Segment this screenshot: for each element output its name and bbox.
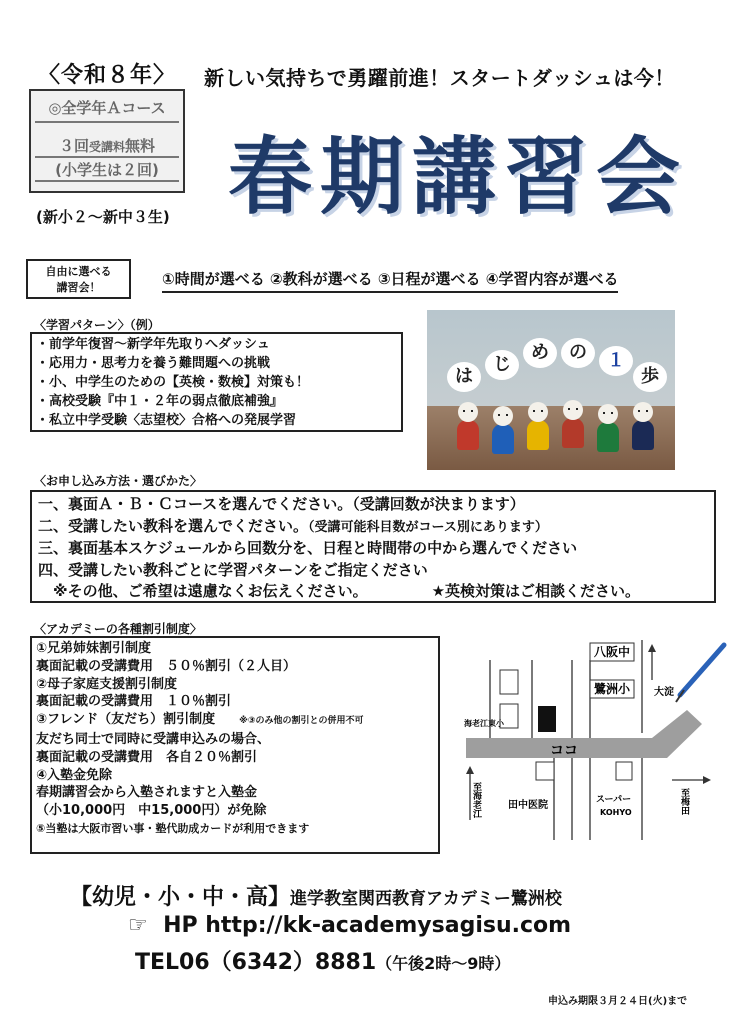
school-line: 【幼児・小・中・高】進学教室関西教育アカデミー鷺洲校 bbox=[70, 885, 562, 910]
discount-box: ①兄弟姉妹割引制度 裏面記載の受講費用 ５０％割引（２人目） ②母子家庭支援割引制度 裏面記載の受講費用 １０％割引 ③フレンド（友だち）割引制度 ※③のみ他の割引との併用不可 友だち同士で同時に受講申込みの場合、 裏面記載の受講費用 各自２０％割引 ④入塾金免除 春期講習会から入塾されますと入塾金 （小10,000円 中15,000円）が免除 ⑤当塾は大阪市習い事・塾代助成カードが利用できます bbox=[30, 636, 440, 854]
pattern-box bbox=[30, 332, 403, 432]
page-title: 春期講習会 bbox=[228, 128, 689, 226]
course-box bbox=[29, 89, 185, 193]
doll-figure bbox=[492, 406, 514, 454]
doll-figure bbox=[457, 402, 479, 450]
course-note: (小学生は２回) bbox=[35, 159, 179, 182]
pattern-item: ・私立中学受験〈志望校〉合格への発展学習 bbox=[36, 413, 297, 428]
map-label-daiyodo: 大淀 bbox=[654, 687, 674, 698]
doll-figure bbox=[527, 402, 549, 450]
doll-figure bbox=[597, 404, 619, 452]
pattern-item: ・小、中学生のための【英検・数検】対策も！ bbox=[36, 375, 310, 390]
pattern-item: ・高校受験『中１・２年の弱点徹底補強』 bbox=[36, 394, 284, 409]
speech-bubble: じ bbox=[485, 350, 519, 380]
slogan: 新しい気持ちで勇躍前進！スタートダッシュは今！ bbox=[204, 66, 675, 90]
apply-step-2: 二、受講したい教科を選んでください。（受講可能科目数がコース別にあります） bbox=[38, 516, 548, 535]
target-grades: (新小２～新中３生) bbox=[36, 208, 170, 226]
apply-heading: 〈お申し込み方法・選びかた〉 bbox=[34, 474, 203, 488]
apply-step-3: 三、裏面基本スケジュールから回数分を、日程と時間帯の中から選んでください bbox=[38, 539, 578, 557]
map-label-to-umeda: 至梅田 bbox=[679, 788, 689, 815]
apply-step-4: 四、受講したい教科ごとに学習パターンをご指定ください bbox=[38, 560, 428, 579]
speech-bubble: １ bbox=[599, 346, 633, 376]
pattern-item: ・前学年復習～新学年先取りへダッシュ bbox=[36, 337, 270, 352]
map-label-street: 海老江東小 bbox=[464, 719, 504, 728]
pointing-hand-icon: ☞ bbox=[128, 913, 148, 938]
academy-building bbox=[538, 706, 556, 732]
free-choice-label: 自由に選べる 講習会！ bbox=[26, 259, 131, 299]
course-sessions: ３回受講料無料 bbox=[35, 135, 179, 158]
choice-list: ①時間が選べる ②教科が選べる ③日程が選べる ④学習内容が選べる bbox=[162, 268, 618, 293]
apply-step-1: 一、裏面Ａ・Ｂ・Ｃコースを選んでください。（受講回数が決まります） bbox=[38, 495, 525, 513]
discount-heading: 〈アカデミーの各種割引制度〉 bbox=[34, 622, 202, 636]
homepage-url[interactable]: HP http://kk-academysagisu.com bbox=[163, 913, 572, 938]
speech-bubble: の bbox=[561, 338, 595, 368]
homepage-line bbox=[128, 913, 571, 938]
map-label-school1: 八阪中 bbox=[593, 645, 631, 659]
first-step-photo bbox=[427, 310, 675, 470]
map-label-clinic: 田中医院 bbox=[508, 800, 548, 811]
doll-figure bbox=[632, 402, 654, 450]
pattern-heading: 〈学習パターン〉（例） bbox=[34, 318, 160, 332]
speech-bubble: は bbox=[447, 362, 481, 392]
access-map bbox=[462, 640, 737, 850]
map-label-to-ebie: 至海老江 bbox=[471, 782, 481, 818]
deadline-note: 申込み期限３月２４日(火)まで bbox=[548, 996, 688, 1007]
speech-bubble: め bbox=[523, 338, 557, 368]
course-name: ◎全学年Ａコース bbox=[35, 97, 179, 123]
doll-figure bbox=[562, 400, 584, 448]
apply-box bbox=[30, 490, 716, 603]
map-label-super1: スーパー bbox=[596, 795, 632, 805]
pattern-item: ・応用力・思考力を養う難問題への挑戦 bbox=[36, 356, 271, 371]
map-label-here: ココ bbox=[550, 743, 578, 759]
tel-line: TEL06（6342）8881（午後2時～9時） bbox=[135, 950, 511, 975]
apply-note: ※その他、ご希望は遠慮なくお伝えください。 ★英検対策はご相談ください。 bbox=[38, 582, 641, 600]
map-label-school2: 鷺洲小 bbox=[593, 682, 631, 696]
map-label-super2: KOHYO bbox=[600, 808, 632, 817]
speech-bubble: 歩 bbox=[633, 362, 667, 392]
era-label: 〈令和８年〉 bbox=[38, 63, 177, 88]
